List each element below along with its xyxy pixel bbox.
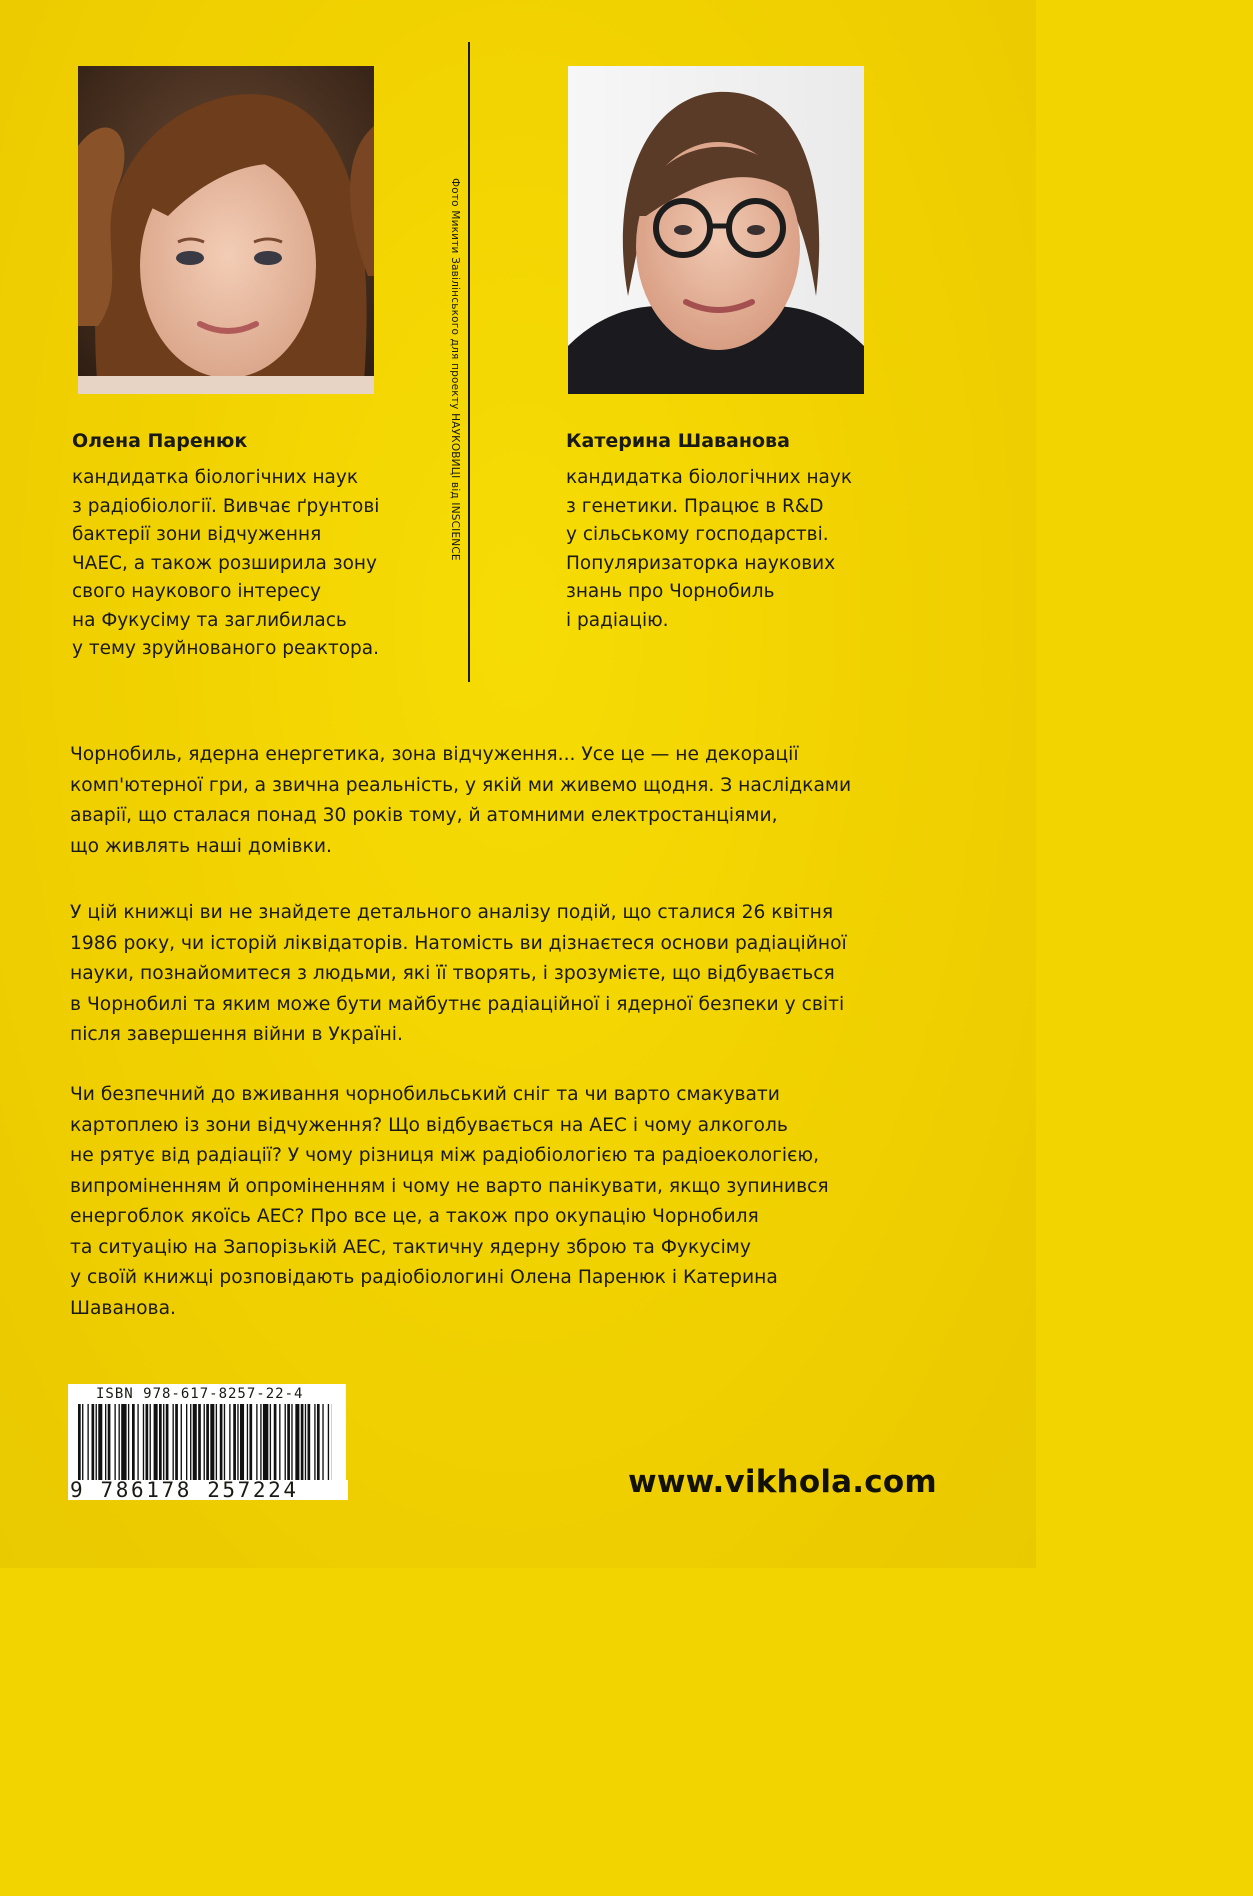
paragraph-text: У цій книжці ви не знайдете детального аналізу подій, що сталися 26 квітня 1986 року, чи історій ліквідаторів. Натомість ви дізнаєтеся основи радіаційної науки, познайомитеся з людьми, які її творять, і зрозумієте, що відбувається в Чорнобилі та яким може бути майбутнє радіаційної і ядерної безпеки у світі після завершення війни в Україні. [70, 902, 847, 1045]
barcode-bar [274, 1404, 277, 1482]
barcode-bars [78, 1404, 332, 1482]
barcode-bar [137, 1404, 138, 1482]
barcode-bar [186, 1404, 187, 1482]
barcode-bar [263, 1404, 268, 1482]
barcode-bar [193, 1404, 197, 1482]
barcode-bar [305, 1404, 306, 1482]
barcode-bar [308, 1404, 311, 1482]
barcode-bar [233, 1404, 236, 1482]
description-paragraph [70, 1080, 970, 1324]
barcode-bar [175, 1404, 178, 1482]
ean-digits: 9 786178 257224 [68, 1480, 348, 1500]
barcode-bar [105, 1404, 106, 1482]
barcode-bar [190, 1404, 191, 1482]
paragraph-text: Чорнобиль, ядерна енергетика, зона відчуження... Усе це — не декорації комп'ютерної гри, а звична реальність, у якій ми живемо щодня. З наслідками аварії, що сталася понад 30 років тому, й атомними електростанціями, що живлять наші домівки. [70, 744, 852, 857]
barcode-bar [121, 1404, 126, 1482]
barcode-bar [301, 1404, 304, 1482]
barcode-bar [237, 1404, 238, 1482]
author-block-olena [72, 430, 402, 664]
barcode-bar [119, 1404, 120, 1482]
barcode-bar [249, 1404, 252, 1482]
barcode-bar [295, 1404, 299, 1482]
barcode-bar [87, 1404, 88, 1482]
barcode-bar [98, 1404, 102, 1482]
barcode-bar [96, 1404, 97, 1482]
barcode-bar [146, 1404, 149, 1482]
isbn-label: ISBN 978-617-8257-22-4 [96, 1386, 304, 1402]
barcode-bar [204, 1404, 205, 1482]
author-bio: кандидатка біологічних наук з радіобіології. Вивчає ґрунтові бактерії зони відчуження ЧАЕС, а також розширила зону свого наукового інтересу на Фукусіму та заглибилась у тему зруйнованого реактора. [72, 467, 380, 659]
barcode-bar [173, 1404, 174, 1482]
barcode-bar [108, 1404, 111, 1482]
author-photo-kateryna [568, 66, 864, 394]
author-name: Олена Паренюк [72, 430, 248, 452]
barcode-bar [82, 1404, 83, 1482]
author-block-kateryna [566, 430, 896, 635]
barcode-bar [159, 1404, 162, 1482]
barcode-bar [166, 1404, 169, 1482]
barcode-bar [317, 1404, 320, 1482]
photo-credit: Фото Микити Завілінського для проекту НАУКОВИЦІ від INSCIENCE [449, 178, 461, 561]
barcode-bar [291, 1404, 292, 1482]
publisher-website: www.vikhola.com [628, 1464, 937, 1500]
barcode-bar [270, 1404, 271, 1482]
description-paragraph [70, 740, 970, 862]
barcode-bar [220, 1404, 223, 1482]
barcode-bar [128, 1404, 129, 1482]
barcode-bar [114, 1404, 115, 1482]
description-paragraph [70, 898, 970, 1051]
barcode-bar [206, 1404, 209, 1482]
column-divider [468, 42, 470, 682]
barcode-bar [132, 1404, 135, 1482]
barcode-bar [256, 1404, 257, 1482]
barcode-bar [314, 1404, 315, 1482]
barcode-bar [279, 1404, 280, 1482]
barcode-bar [78, 1404, 81, 1482]
barcode-bar [224, 1404, 225, 1482]
barcode-bar [154, 1404, 158, 1482]
paragraph-text: Чи безпечний до вживання чорнобильський сніг та чи варто смакувати картоплею із зони відчуження? Що відбувається на АЕС і чому алкоголь не рятує від радіації? У чому різниця між радіобіологією та радіоекологією, випроміненням й опроміненням і чому не варто панікувати, якщо зупинився енергоблок якоїсь АЕС? Про все це, а також про окупацію Чорнобиля та ситуацію на Запорізькій АЕС, тактичну ядерну зброю та Фукусіму у своїй книжці розповідають радіобіологині Олена Паренюк і Катерина Шаванова. [70, 1084, 829, 1319]
barcode-bar [328, 1404, 329, 1482]
barcode-bar [285, 1404, 286, 1482]
author-bio: кандидатка біологічних наук з генетики. Працює в R&D у сільському господарстві. Популяризаторка наукових знань про Чорнобиль і радіацію. [566, 467, 853, 631]
barcode-bar [198, 1404, 201, 1482]
author-name: Катерина Шаванова [566, 430, 790, 452]
barcode-bar [240, 1404, 244, 1482]
barcode-bar [143, 1404, 144, 1482]
barcode-bar [210, 1404, 214, 1482]
barcode-bar [92, 1404, 95, 1482]
author-photo-olena [78, 66, 374, 394]
isbn-barcode [68, 1384, 346, 1500]
barcode-bar [163, 1404, 164, 1482]
barcode-bar [287, 1404, 290, 1482]
barcode-bar [247, 1404, 248, 1482]
barcode-bar [216, 1404, 217, 1482]
barcode-bar [260, 1404, 261, 1482]
barcode-bar [229, 1404, 230, 1482]
barcode-bar [150, 1404, 151, 1482]
barcode-bar [322, 1404, 323, 1482]
barcode-bar [181, 1404, 182, 1482]
